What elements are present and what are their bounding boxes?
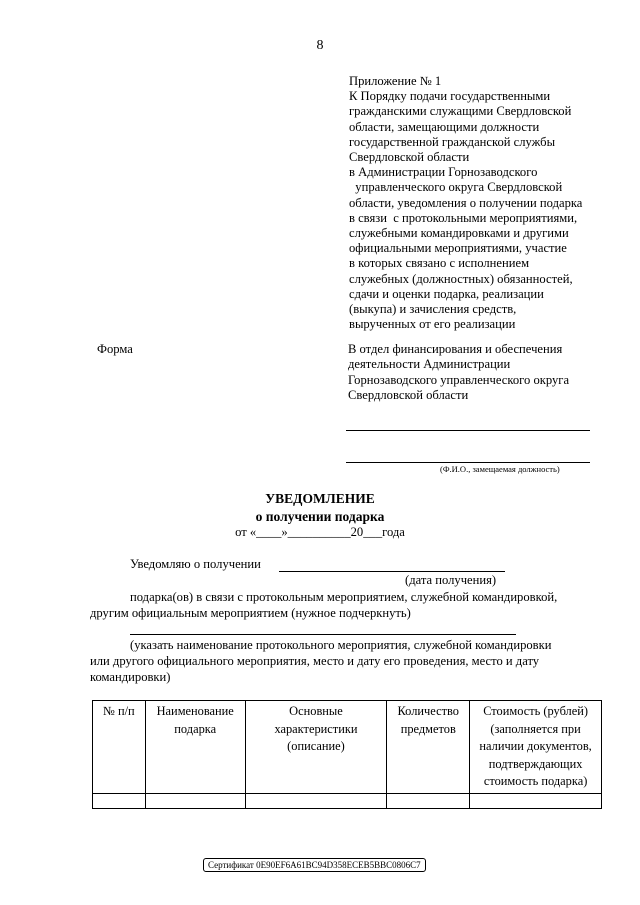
addressee-line: Свердловской области <box>348 388 469 403</box>
notify-label: Уведомляю о получении <box>130 557 261 571</box>
appendix-line: в которых связано с исполнением <box>349 256 530 271</box>
appendix-line: в Администрации Горнозаводского <box>349 165 538 180</box>
table-cell[interactable] <box>470 793 602 808</box>
table-cell[interactable] <box>93 793 146 808</box>
fio-blank-line-1[interactable] <box>346 430 590 431</box>
gift-line-1: подарка(ов) в связи с протокольным мероприятием, служебной командировкой, <box>130 590 558 604</box>
event-caption-1: (указать наименование протокольного мероприятия, служебной командировки <box>130 638 552 652</box>
fio-blank-line-2[interactable] <box>346 462 590 463</box>
date-line: от «____»__________20___года <box>235 525 405 539</box>
appendix-line: в связи с протокольными мероприятиями, <box>349 210 578 225</box>
event-blank-line[interactable] <box>130 634 516 635</box>
certificate-stamp: Сертификат 0E90EF6A61BC94D358ECEB5BBC0806C7 <box>203 858 426 872</box>
event-caption-3: командировки) <box>90 670 171 684</box>
receipt-date-blank[interactable] <box>279 571 505 572</box>
appendix-line: официальными мероприятиями, участие <box>349 241 567 256</box>
table-header-row <box>93 701 602 794</box>
document-subtitle: о получении подарка <box>255 509 385 524</box>
document-title: УВЕДОМЛЕНИЕ <box>265 491 375 506</box>
addressee-line: В отдел финансирования и обеспечения <box>348 342 563 356</box>
appendix-line: вырученных от его реализации <box>349 317 516 332</box>
gifts-table <box>92 700 602 809</box>
fio-caption: (Ф.И.О., замещаемая должность) <box>440 464 560 474</box>
appendix-line: государственной гражданской службы <box>349 134 556 149</box>
addressee-block <box>348 342 618 404</box>
page-number: 8 <box>316 38 324 53</box>
appendix-line: гражданскими служащими Свердловской <box>349 104 572 119</box>
appendix-line: области, замещающими должности <box>349 119 540 134</box>
appendix-line: Приложение № 1 <box>349 74 442 88</box>
header-cost: Стоимость (рублей) (заполняется при наличии документов, подтверждающих стоимость подарка) <box>470 701 602 794</box>
form-label: Форма <box>97 342 133 356</box>
appendix-line: (выкупа) и зачисления средств, <box>349 302 517 317</box>
appendix-line: области, уведомления о получении подарка <box>349 195 583 210</box>
table-cell[interactable] <box>145 793 245 808</box>
appendix-line: Свердловской области <box>349 150 470 165</box>
appendix-line: служебными командировками и другими <box>349 226 569 241</box>
date-caption: (дата получения) <box>405 573 497 587</box>
appendix-block <box>349 74 619 332</box>
header-number: № п/п <box>93 701 146 794</box>
appendix-line: служебных (должностных) обязанностей, <box>349 271 573 286</box>
event-caption-2: или другого официального мероприятия, место и дату его проведения, место и дату <box>90 654 540 668</box>
gift-line-2: другим официальным мероприятием (нужное подчеркнуть) <box>90 606 411 620</box>
appendix-line: сдачи и оценки подарка, реализации <box>349 286 544 301</box>
table-row <box>93 793 602 808</box>
appendix-line: управленческого округа Свердловской <box>349 180 563 195</box>
header-description: Основные характеристики (описание) <box>245 701 387 794</box>
table-cell[interactable] <box>387 793 470 808</box>
header-gift-name: Наименование подарка <box>145 701 245 794</box>
addressee-line: деятельности Администрации <box>348 357 511 372</box>
header-quantity: Количество предметов <box>387 701 470 794</box>
addressee-line: Горнозаводского управленческого округа <box>348 372 570 387</box>
appendix-line: К Порядку подачи государственными <box>349 89 551 104</box>
table-cell[interactable] <box>245 793 387 808</box>
